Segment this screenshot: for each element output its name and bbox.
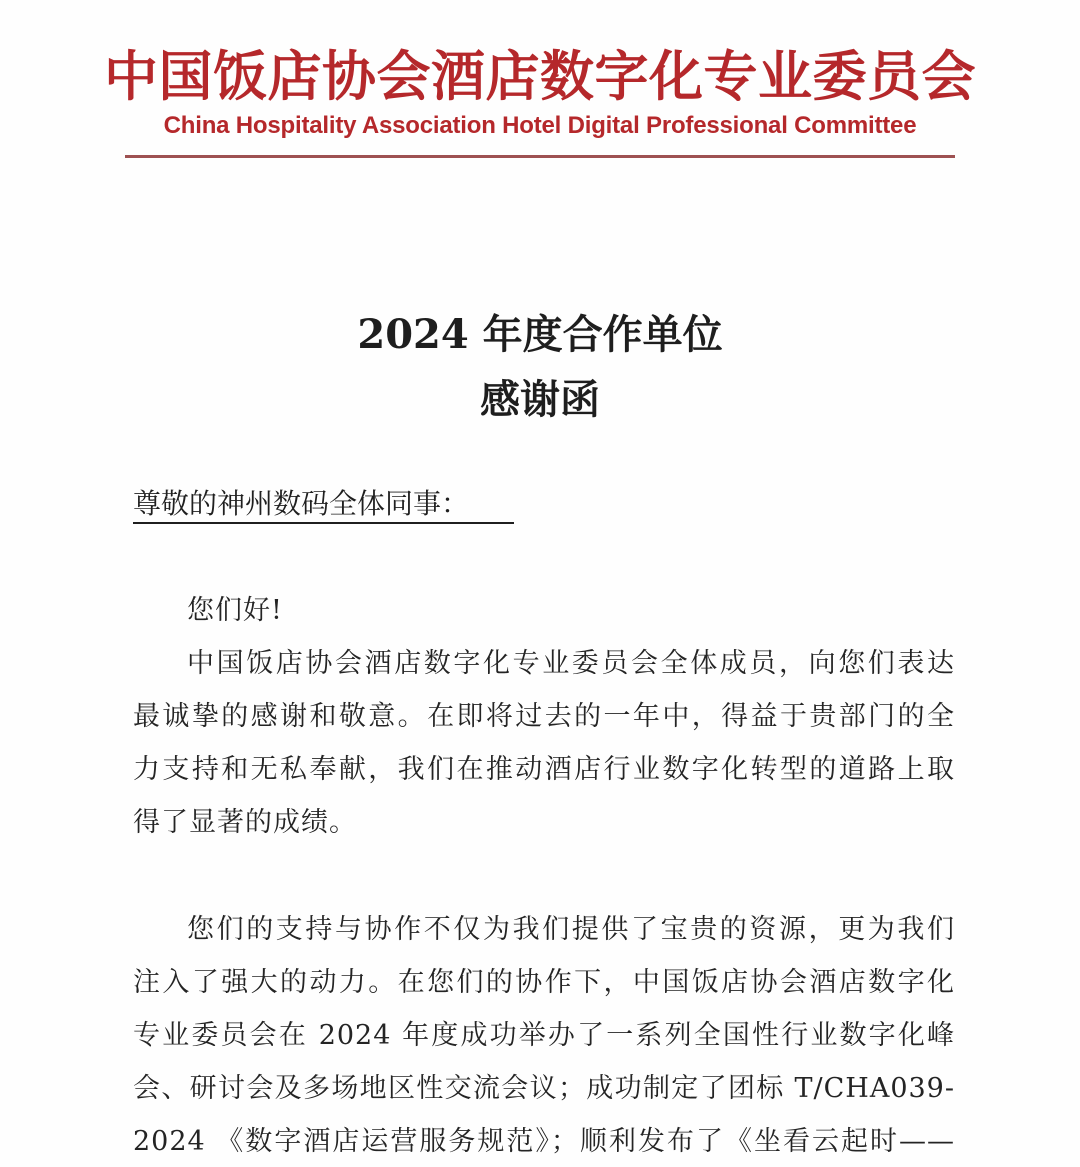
letter-body bbox=[133, 484, 955, 1167]
body-line: 得了显著的成绩。 bbox=[133, 806, 357, 838]
body-line: 会、研讨会及多场地区性交流会议；成功制定了团标 T/CHA039- bbox=[133, 1072, 955, 1104]
paragraph-2 bbox=[133, 903, 955, 1167]
body-line: 注入了强大的动力。在您们的协作下，中国饭店协会酒店数字化 bbox=[133, 966, 955, 998]
body-line: 您们好! bbox=[187, 594, 283, 626]
letterhead-divider bbox=[125, 155, 955, 158]
body-line: 力支持和无私奉献，我们在推动酒店行业数字化转型的道路上取 bbox=[133, 753, 955, 785]
org-name-english: China Hospitality Association Hotel Digital Professional Committee bbox=[163, 111, 917, 139]
letter-title-line1: 2024 年度合作单位 bbox=[357, 310, 723, 358]
paragraph-1 bbox=[133, 584, 955, 849]
org-name-chinese: 中国饭店协会酒店数字化专业委员会 bbox=[104, 44, 976, 108]
salutation-row bbox=[133, 484, 955, 524]
body-line: 2024 《数字酒店运营服务规范》；顺利发布了《坐看云起时—— bbox=[133, 1125, 955, 1157]
letterhead bbox=[0, 0, 1080, 158]
body-line: 您们的支持与协作不仅为我们提供了宝贵的资源，更为我们 bbox=[187, 913, 955, 945]
body-line: 专业委员会在 2024 年度成功举办了一系列全国性行业数字化峰 bbox=[133, 1019, 955, 1051]
letter-title-line2: 感谢函 bbox=[480, 375, 600, 423]
salutation: 尊敬的神州数码全体同事： bbox=[133, 487, 514, 524]
body-line: 最诚挚的感谢和敬意。在即将过去的一年中，得益于贵部门的全 bbox=[133, 700, 955, 732]
letter-title bbox=[0, 302, 1080, 432]
body-line: 中国饭店协会酒店数字化专业委员会全体成员，向您们表达 bbox=[187, 647, 955, 679]
